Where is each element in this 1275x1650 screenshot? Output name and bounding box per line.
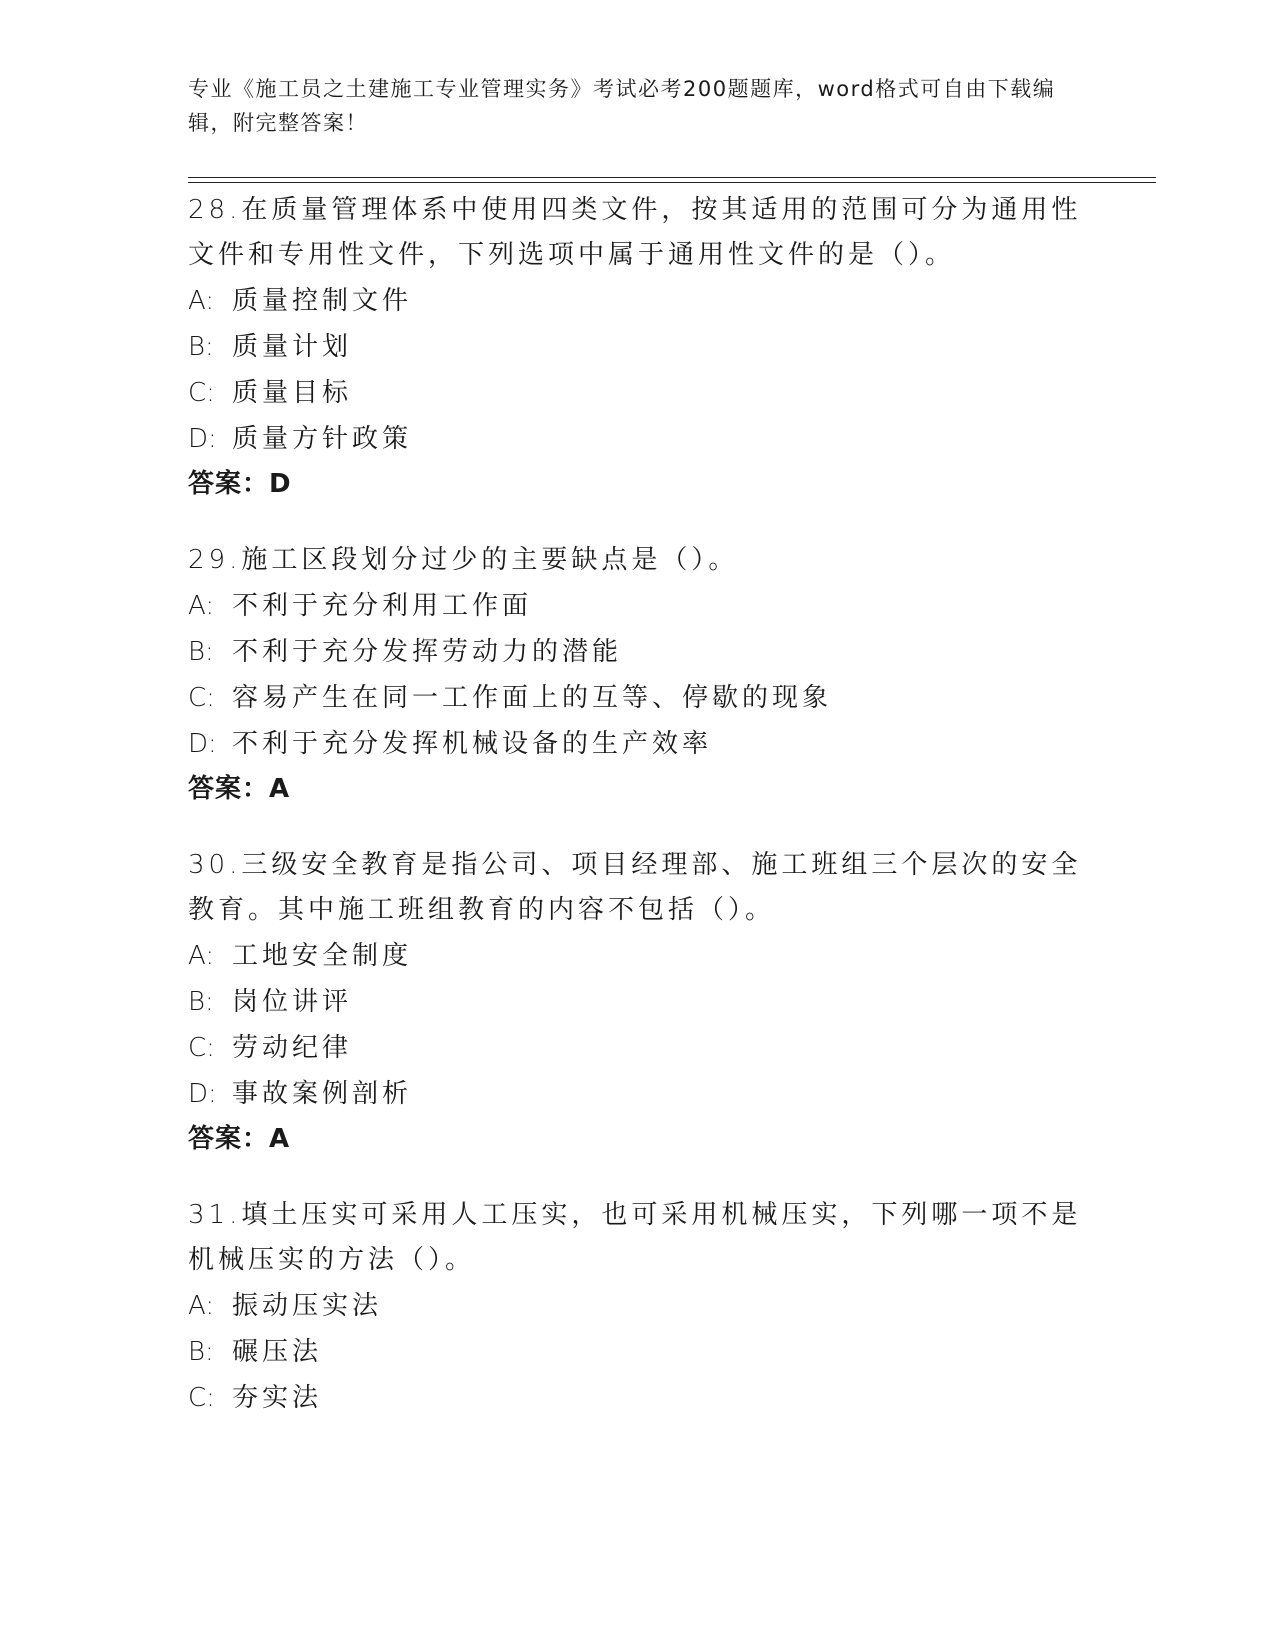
option-key: D: — [188, 729, 217, 759]
option-d — [188, 721, 1088, 767]
option-key: B: — [188, 332, 214, 362]
option-text: 不利于充分发挥机械设备的生产效率 — [232, 729, 713, 759]
option-text: 工地安全制度 — [232, 941, 413, 971]
option-key: B: — [188, 1337, 214, 1367]
option-d — [188, 1071, 1088, 1117]
option-key: C: — [188, 1033, 215, 1063]
option-text: 振动压实法 — [232, 1291, 383, 1321]
option-key: C: — [188, 378, 215, 408]
option-text: 劳动纪律 — [232, 1033, 353, 1063]
option-d — [188, 416, 1088, 462]
option-text: 不利于充分发挥劳动力的潜能 — [232, 637, 623, 667]
option-key: D: — [188, 1079, 217, 1109]
option-a — [188, 1283, 1088, 1329]
question-29 — [188, 538, 1088, 811]
option-key: A: — [188, 591, 215, 621]
question-stem: 30.三级安全教育是指公司、项目经理部、施工班组三个层次的安全教育。其中施工班组教育的内容不包括（）。 — [188, 850, 1082, 925]
question-31 — [188, 1193, 1088, 1421]
question-stem: 28.在质量管理体系中使用四类文件，按其适用的范围可分为通用性文件和专用性文件，下列选项中属于通用性文件的是（）。 — [188, 195, 1082, 270]
option-text: 夯实法 — [232, 1383, 323, 1413]
answer-line: 答案：A — [188, 774, 291, 804]
option-a — [188, 278, 1088, 324]
question-30 — [188, 843, 1088, 1161]
option-text: 质量控制文件 — [232, 286, 413, 316]
option-text: 事故案例剖析 — [232, 1079, 413, 1109]
option-a — [188, 583, 1088, 629]
option-a — [188, 933, 1088, 979]
option-b — [188, 324, 1088, 370]
option-key: A: — [188, 1291, 215, 1321]
option-text: 质量计划 — [232, 332, 353, 362]
option-key: B: — [188, 987, 214, 1017]
question-stem: 29.施工区段划分过少的主要缺点是（）。 — [188, 545, 739, 575]
header-divider-top — [188, 177, 1156, 178]
option-c — [188, 370, 1088, 416]
answer-line: 答案：D — [188, 469, 292, 499]
option-text: 质量目标 — [232, 378, 353, 408]
question-list — [188, 188, 1088, 1453]
option-key: A: — [188, 941, 215, 971]
option-c — [188, 1025, 1088, 1071]
option-key: C: — [188, 683, 215, 713]
option-key: D: — [188, 424, 217, 454]
option-c — [188, 1375, 1088, 1421]
option-b — [188, 1329, 1088, 1375]
option-text: 岗位讲评 — [232, 987, 353, 1017]
answer-line: 答案：A — [188, 1124, 291, 1154]
option-b — [188, 629, 1088, 675]
option-key: A: — [188, 286, 215, 316]
option-text: 容易产生在同一工作面上的互等、停歇的现象 — [232, 683, 833, 713]
header-divider-bottom — [188, 182, 1156, 183]
question-stem: 31.填土压实可采用人工压实，也可采用机械压实，下列哪一项不是机械压实的方法（）。 — [188, 1200, 1082, 1275]
option-key: C: — [188, 1383, 215, 1413]
option-text: 质量方针政策 — [232, 424, 413, 454]
question-28 — [188, 188, 1088, 506]
option-b — [188, 979, 1088, 1025]
option-text: 不利于充分利用工作面 — [232, 591, 533, 621]
option-c — [188, 675, 1088, 721]
option-key: B: — [188, 637, 214, 667]
option-text: 碾压法 — [232, 1337, 323, 1367]
document-header: 专业《施工员之土建施工专业管理实务》考试必考200题题库，word格式可自由下载编辑，附完整答案！ — [188, 77, 1056, 135]
